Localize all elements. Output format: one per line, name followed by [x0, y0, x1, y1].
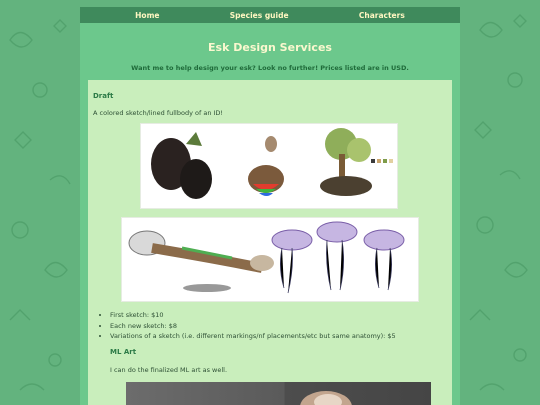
price-variation: • Variations of a sketch (i.e. different markings/nf placements/etc but same anatomy): $5	[110, 331, 396, 342]
ml-art-sample-image	[126, 382, 431, 405]
price-first-sketch: • First sketch: $10	[110, 310, 396, 321]
top-nav	[80, 7, 460, 23]
content-column	[80, 7, 460, 405]
nav-characters-link[interactable]: Characters	[358, 10, 405, 20]
draft-sample-image-1	[140, 123, 398, 209]
content-panel	[88, 80, 452, 405]
nav-species-guide-link[interactable]: Species guide	[229, 10, 289, 20]
draft-heading: Draft	[93, 92, 114, 100]
draft-sample-image-2	[121, 217, 419, 302]
draft-description: A colored sketch/lined fullbody of an ID!	[93, 109, 224, 117]
page-subtitle: Want me to help design your esk? Look no further! Prices listed are in USD.	[131, 64, 409, 72]
ml-art-heading: ML Art	[110, 348, 137, 356]
price-new-sketch: • Each new sketch: $8	[110, 321, 396, 332]
ml-art-description: I can do the finalized ML art as well.	[110, 366, 228, 374]
draft-price-list	[100, 310, 396, 342]
page-title: Esk Design Services	[208, 41, 332, 54]
nav-home-link[interactable]: Home	[135, 10, 160, 20]
